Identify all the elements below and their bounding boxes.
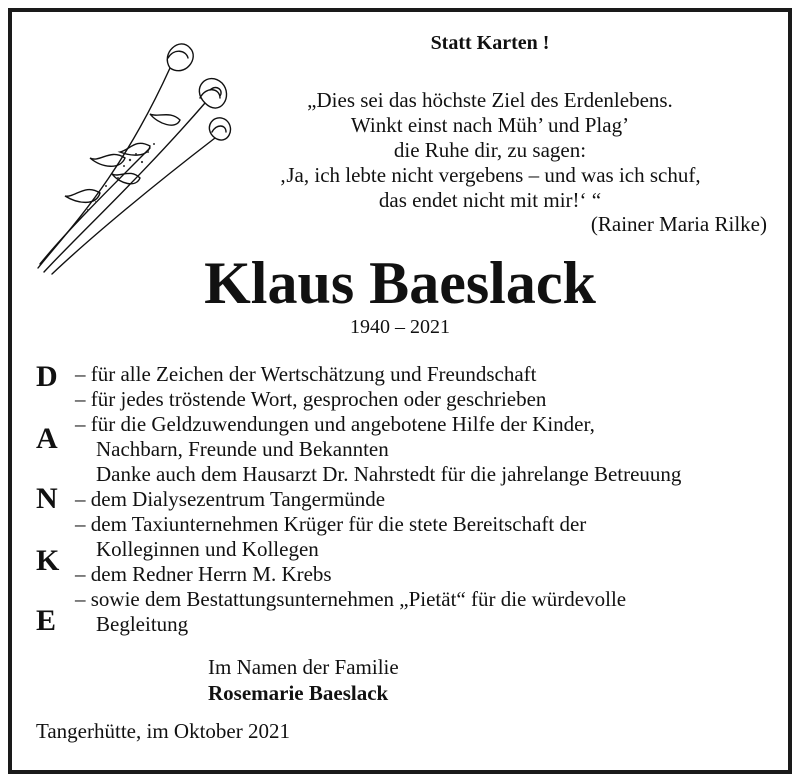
roses-icon	[30, 28, 240, 278]
thanks-line: Danke auch dem Hausarzt Dr. Nahrstedt für die jahrelange Betreuung	[96, 462, 682, 486]
thanks-line: – dem Dialysezentrum Tangermünde	[75, 487, 386, 511]
poem-line: Winkt einst nach Müh’ und Plag’	[350, 113, 630, 137]
poem-line: das endet nicht mit mir!‘ “	[378, 188, 602, 212]
poem-line: ‚Ja, ich lebte nicht vergebens – und was ich schuf,	[279, 163, 701, 187]
thanks-line: Begleitung	[96, 612, 189, 636]
thanks-line: – für jedes tröstende Wort, gesprochen oder geschrieben	[75, 387, 547, 411]
danke-letter: E	[36, 604, 57, 637]
thanks-line: – dem Redner Herrn M. Krebs	[75, 562, 332, 586]
thanks-line: – dem Taxiunternehmen Krüger für die stete Bereitschaft der	[75, 512, 587, 536]
danke-letter: K	[36, 544, 60, 577]
deceased-name: Klaus Baeslack	[204, 250, 596, 316]
signer-name: Rosemarie Baeslack	[208, 681, 389, 705]
life-years: 1940 – 2021	[350, 316, 450, 338]
thanks-line: – für alle Zeichen der Wertschätzung und Freundschaft	[75, 362, 537, 386]
poem-attribution: (Rainer Maria Rilke)	[590, 212, 767, 236]
header-title: Statt Karten !	[430, 32, 550, 54]
danke-letter: D	[36, 360, 58, 393]
poem-line: die Ruhe dir, zu sagen:	[393, 138, 587, 162]
danke-letter: N	[36, 482, 58, 515]
poem-line: „Dies sei das höchste Ziel des Erdenlebens.	[307, 88, 673, 112]
danke-letter: A	[36, 422, 58, 455]
thanks-line: Nachbarn, Freunde und Bekannten	[96, 437, 389, 461]
thanks-line: – sowie dem Bestattungsunternehmen „Pietät“ für die würdevolle	[75, 587, 627, 611]
thanks-line: Kolleginnen und Kollegen	[96, 537, 319, 561]
place-date: Tangerhütte, im Oktober 2021	[36, 719, 290, 743]
poem	[250, 88, 730, 213]
thanks-line: – für die Geldzuwendungen und angebotene Hilfe der Kinder,	[75, 412, 595, 436]
family-behalf: Im Namen der Familie	[208, 655, 399, 679]
